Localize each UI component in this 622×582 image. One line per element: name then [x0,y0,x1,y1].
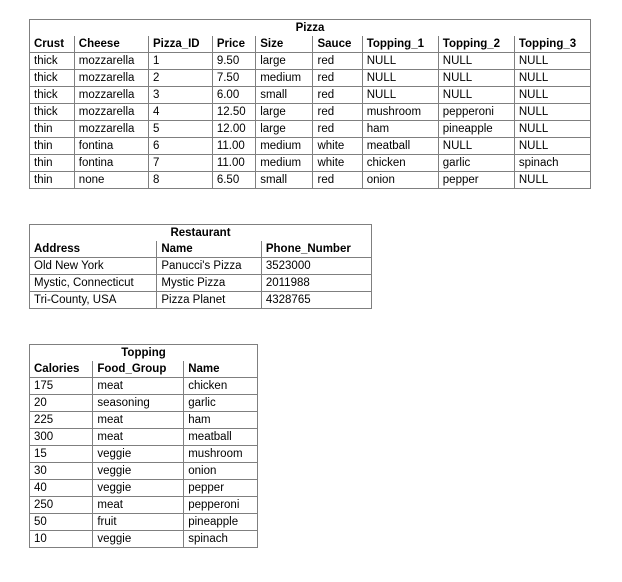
table-cell: veggie [93,480,184,497]
table-body [30,378,258,548]
column-header: Topping_2 [438,36,514,53]
table-cell: seasoning [93,395,184,412]
table-cell: 4 [148,104,212,121]
table-cell: spinach [514,155,590,172]
column-header: Price [212,36,255,53]
table-body [30,53,591,189]
table-cell: NULL [438,53,514,70]
table-cell: garlic [184,395,258,412]
table-cell: NULL [362,53,438,70]
table-cell: meat [93,412,184,429]
table-row [30,412,258,429]
table-cell: red [313,87,362,104]
table-cell: thin [30,138,75,155]
table-cell: thick [30,104,75,121]
restaurant-table [29,224,372,309]
table-cell: garlic [438,155,514,172]
table-cell: none [74,172,148,189]
table-row [30,463,258,480]
column-header: Topping_3 [514,36,590,53]
table-cell: veggie [93,531,184,548]
table-cell: mozzarella [74,53,148,70]
table-cell: large [256,53,313,70]
table-cell: mushroom [184,446,258,463]
table-row [30,53,591,70]
table-cell: fruit [93,514,184,531]
column-header: Cheese [74,36,148,53]
table-title: Restaurant [30,225,372,242]
table-cell: 225 [30,412,93,429]
column-header: Name [184,361,258,378]
table-cell: fontina [74,138,148,155]
table-cell: meat [93,429,184,446]
table-cell: thin [30,121,75,138]
column-header: Food_Group [93,361,184,378]
table-cell: medium [256,70,313,87]
table-cell: 6.50 [212,172,255,189]
table-cell: NULL [514,87,590,104]
table-cell: 2 [148,70,212,87]
table-cell: ham [184,412,258,429]
table-cell: NULL [514,172,590,189]
table-cell: Tri-County, USA [30,292,157,309]
table-cell: NULL [514,138,590,155]
table-cell: 1 [148,53,212,70]
table-cell: meat [93,497,184,514]
table-cell: 4328765 [261,292,371,309]
table-title: Topping [30,345,258,362]
table-cell: mozzarella [74,87,148,104]
table-cell: NULL [514,121,590,138]
table-cell: medium [256,155,313,172]
table-cell: pepperoni [438,104,514,121]
table-cell: 50 [30,514,93,531]
table-cell: thick [30,87,75,104]
table-cell: 12.00 [212,121,255,138]
table-cell: mozzarella [74,121,148,138]
table-cell: large [256,121,313,138]
table-row [30,87,591,104]
table-cell: red [313,70,362,87]
table-cell: large [256,104,313,121]
table-cell: 3 [148,87,212,104]
table-cell: Mystic, Connecticut [30,275,157,292]
table-cell: 11.00 [212,138,255,155]
column-header: Pizza_ID [148,36,212,53]
table-row [30,514,258,531]
table-cell: thin [30,172,75,189]
table-cell: 6 [148,138,212,155]
table-cell: thick [30,53,75,70]
table-cell: medium [256,138,313,155]
table-cell: 2011988 [261,275,371,292]
column-header: Name [157,241,261,258]
table-cell: 40 [30,480,93,497]
table-cell: Pizza Planet [157,292,261,309]
table-cell: thin [30,155,75,172]
table-cell: 20 [30,395,93,412]
table-cell: chicken [362,155,438,172]
table-row [30,138,591,155]
table-cell: NULL [362,70,438,87]
column-header: Calories [30,361,93,378]
table-cell: pepperoni [184,497,258,514]
table-row [30,258,372,275]
column-header: Sauce [313,36,362,53]
table-cell: chicken [184,378,258,395]
table-row [30,429,258,446]
table-cell: 9.50 [212,53,255,70]
table-row [30,497,258,514]
table-cell: Panucci's Pizza [157,258,261,275]
table-cell: mozzarella [74,104,148,121]
table-cell: 11.00 [212,155,255,172]
header-row [30,361,258,378]
table-cell: pepper [438,172,514,189]
table-cell: 6.00 [212,87,255,104]
table-row [30,395,258,412]
table-cell: ham [362,121,438,138]
column-header: Crust [30,36,75,53]
table-cell: 5 [148,121,212,138]
table-cell: 30 [30,463,93,480]
table-cell: NULL [514,53,590,70]
table-cell: pineapple [438,121,514,138]
table-row [30,70,591,87]
table-cell: NULL [438,138,514,155]
table-cell: veggie [93,463,184,480]
table-cell: onion [362,172,438,189]
table-cell: mushroom [362,104,438,121]
column-header: Topping_1 [362,36,438,53]
column-header: Size [256,36,313,53]
table-cell: 12.50 [212,104,255,121]
table-cell: meatball [184,429,258,446]
table-cell: pepper [184,480,258,497]
header-row [30,241,372,258]
table-row [30,378,258,395]
table-cell: spinach [184,531,258,548]
table-cell: meatball [362,138,438,155]
table-cell: meat [93,378,184,395]
table-row [30,480,258,497]
table-cell: 3523000 [261,258,371,275]
table-row [30,172,591,189]
table-row [30,531,258,548]
table-cell: red [313,104,362,121]
table-cell: pineapple [184,514,258,531]
table-cell: 300 [30,429,93,446]
table-row [30,155,591,172]
table-body [30,258,372,309]
table-cell: small [256,87,313,104]
table-cell: 10 [30,531,93,548]
table-cell: white [313,138,362,155]
table-cell: 7.50 [212,70,255,87]
table-cell: veggie [93,446,184,463]
table-cell: white [313,155,362,172]
column-header: Phone_Number [261,241,371,258]
table-cell: mozzarella [74,70,148,87]
table-cell: red [313,53,362,70]
table-cell: NULL [362,87,438,104]
table-cell: 175 [30,378,93,395]
table-cell: thick [30,70,75,87]
pizza-table [29,19,591,189]
table-row [30,121,591,138]
table-row [30,292,372,309]
header-row [30,36,591,53]
table-cell: NULL [438,70,514,87]
table-row [30,275,372,292]
table-cell: 7 [148,155,212,172]
table-cell: 8 [148,172,212,189]
table-cell: 250 [30,497,93,514]
table-cell: 15 [30,446,93,463]
table-row [30,446,258,463]
table-cell: red [313,121,362,138]
table-cell: Old New York [30,258,157,275]
column-header: Address [30,241,157,258]
table-row [30,104,591,121]
table-cell: small [256,172,313,189]
table-cell: red [313,172,362,189]
table-cell: onion [184,463,258,480]
table-cell: NULL [438,87,514,104]
table-cell: Mystic Pizza [157,275,261,292]
topping-table [29,344,258,548]
table-cell: NULL [514,104,590,121]
table-title: Pizza [30,20,591,37]
table-cell: fontina [74,155,148,172]
table-cell: NULL [514,70,590,87]
